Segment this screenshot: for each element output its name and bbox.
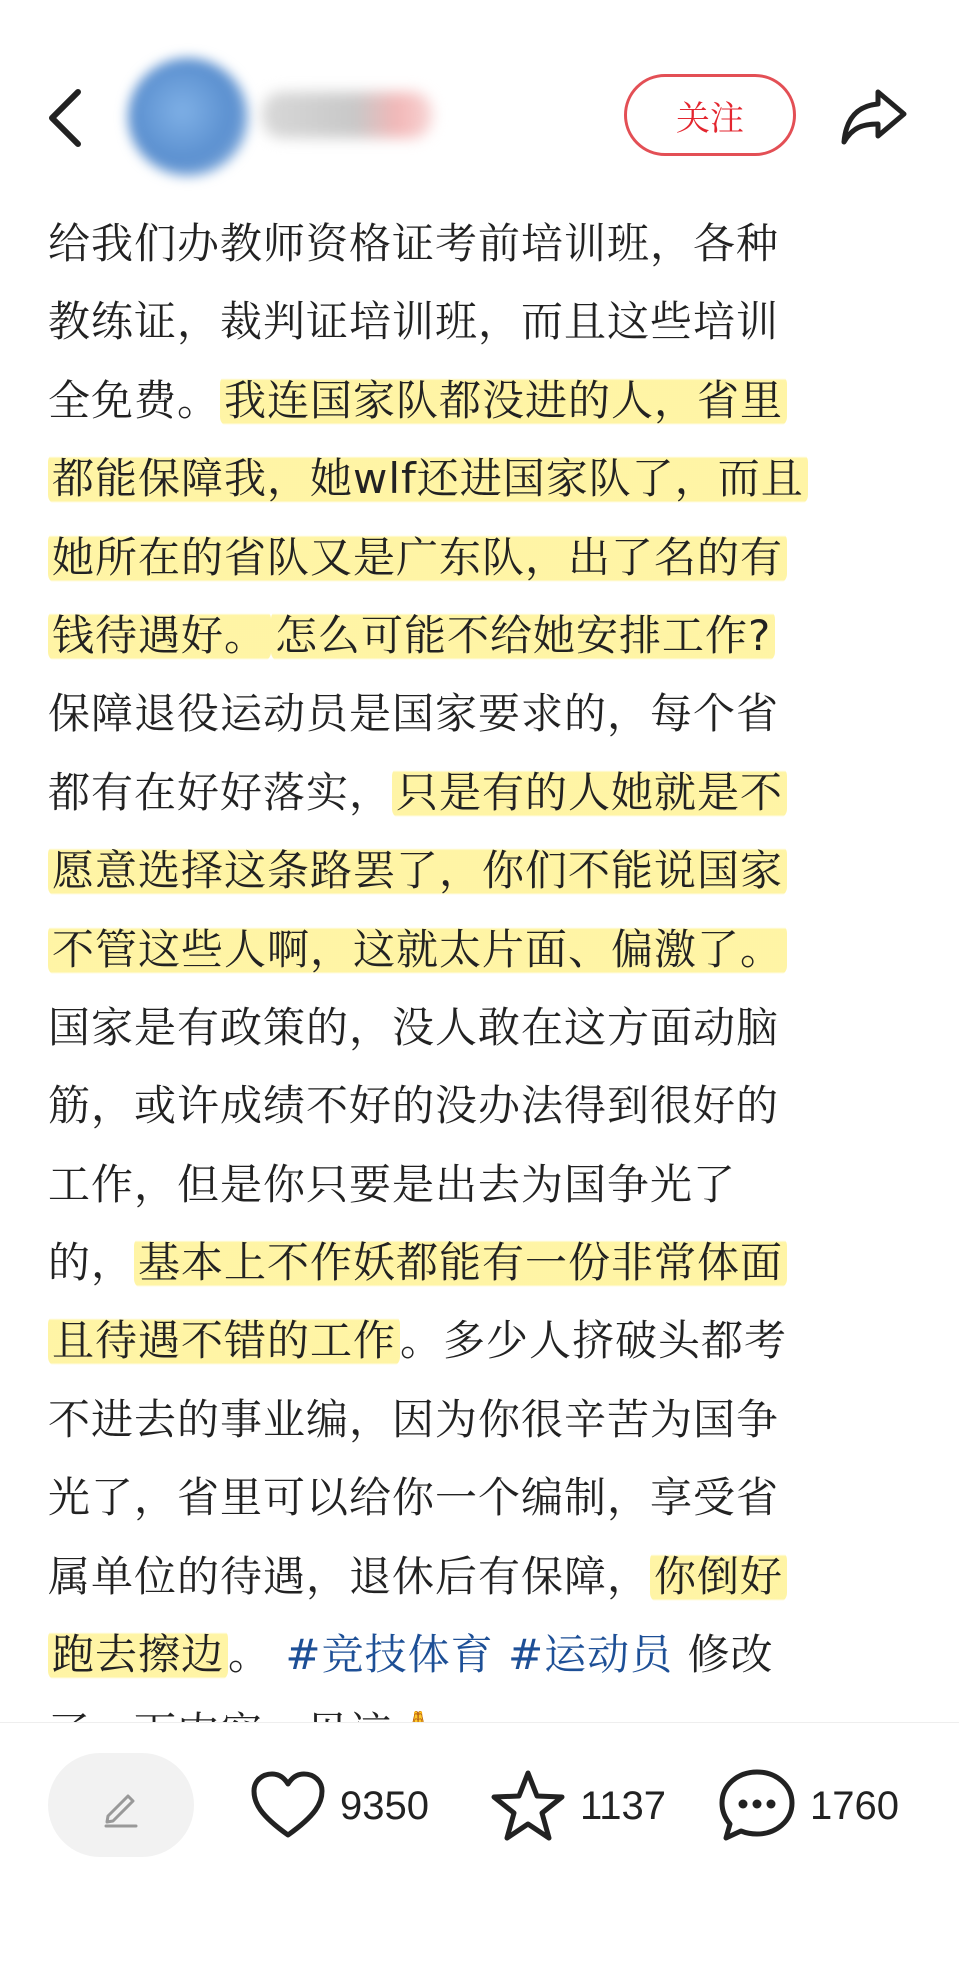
post-line — [48, 675, 918, 753]
post-text: 筋，或许成绩不好的没办法得到很好的 — [48, 1081, 780, 1131]
post-body — [48, 205, 918, 1773]
heart-icon — [250, 1771, 326, 1841]
post-text: 属单位的待遇，退休后有保障， — [48, 1551, 651, 1601]
highlighted-text: 基本上不作妖都能有一份非常体面 — [134, 1236, 787, 1289]
back-button[interactable] — [40, 78, 100, 158]
comment-button[interactable] — [718, 1761, 899, 1851]
share-button[interactable] — [838, 84, 910, 148]
hashtag-link[interactable]: #竞技体育 — [285, 1630, 494, 1680]
post-line — [48, 1302, 918, 1380]
post-line — [48, 911, 918, 989]
post-line — [48, 1146, 918, 1224]
post-line — [48, 1381, 918, 1459]
post-text: 给我们办教师资格证考前培训班，各种 — [48, 219, 780, 268]
post-text: 国家是有政策的，没人敢在这方面动脑 — [48, 1002, 780, 1052]
highlighted-text: 都能保障我，她wlf还进国家队了，而且 — [48, 452, 808, 505]
post-text: 不进去的事业编，因为你很辛苦为国争 — [48, 1394, 780, 1444]
post-header — [0, 0, 959, 200]
post-line — [48, 362, 918, 440]
chevron-left-icon — [40, 78, 100, 158]
comment-input[interactable] — [48, 1753, 194, 1857]
post-text: 。多少人挤破头都考 — [400, 1316, 788, 1366]
bottom-action-bar — [0, 1722, 959, 1961]
post-line — [48, 1538, 918, 1616]
highlighted-text: 她所在的省队又是广东队，出了名的有 — [48, 531, 787, 584]
post-line — [48, 1616, 918, 1694]
star-icon — [490, 1769, 566, 1843]
post-text: 的， — [48, 1238, 135, 1288]
hashtag-link[interactable]: #运动员 — [507, 1630, 674, 1680]
post-text — [494, 1630, 508, 1679]
post-line — [48, 597, 918, 675]
chat-bubble-icon — [718, 1768, 796, 1844]
comment-count: 1760 — [810, 1783, 899, 1828]
pencil-icon — [96, 1780, 146, 1830]
highlighted-text: 跑去擦边 — [48, 1628, 228, 1681]
highlighted-text: 愿意选择这条路罢了，你们不能说国家 — [48, 844, 787, 897]
post-line — [48, 1224, 918, 1302]
avatar[interactable] — [128, 58, 248, 176]
favorite-button[interactable] — [490, 1761, 666, 1851]
share-arrow-icon — [838, 84, 910, 148]
post-line — [48, 989, 918, 1067]
highlighted-text: 你倒好 — [650, 1550, 787, 1603]
like-button[interactable] — [250, 1761, 429, 1851]
post-line — [48, 519, 918, 597]
like-count: 9350 — [340, 1783, 429, 1828]
post-line — [48, 1459, 918, 1537]
post-text: 光了，省里可以给你一个编制，享受省 — [48, 1473, 780, 1523]
username-blurred[interactable] — [262, 92, 432, 138]
follow-button[interactable]: 关注 — [624, 74, 796, 156]
highlighted-text: 怎么可能不给她安排工作? — [271, 609, 775, 662]
highlighted-text: 只是有的人她就是不 — [392, 766, 787, 819]
post-line — [48, 283, 918, 361]
post-text: 。 — [228, 1630, 286, 1680]
post-line — [48, 440, 918, 518]
highlighted-text: 我连国家队都没进的人，省里 — [220, 374, 787, 427]
post-line — [48, 205, 918, 283]
post-line — [48, 754, 918, 832]
post-text: 都有在好好落实， — [48, 767, 393, 817]
favorite-count: 1137 — [580, 1783, 667, 1828]
post-text: 全免费。 — [48, 375, 221, 425]
highlighted-text: 且待遇不错的工作 — [48, 1314, 400, 1367]
post-line — [48, 832, 918, 910]
post-text: 工作，但是你只要是出去为国争光了 — [48, 1159, 737, 1209]
highlighted-text: 不管这些人啊，这就太片面、偏激了。 — [48, 923, 787, 976]
post-text: 保障退役运动员是国家要求的，每个省 — [48, 689, 780, 739]
post-line — [48, 1067, 918, 1145]
post-text: 修改 — [673, 1630, 774, 1680]
post-text: 教练证，裁判证培训班，而且这些培训 — [48, 297, 780, 347]
highlighted-text: 钱待遇好。 — [48, 609, 271, 662]
